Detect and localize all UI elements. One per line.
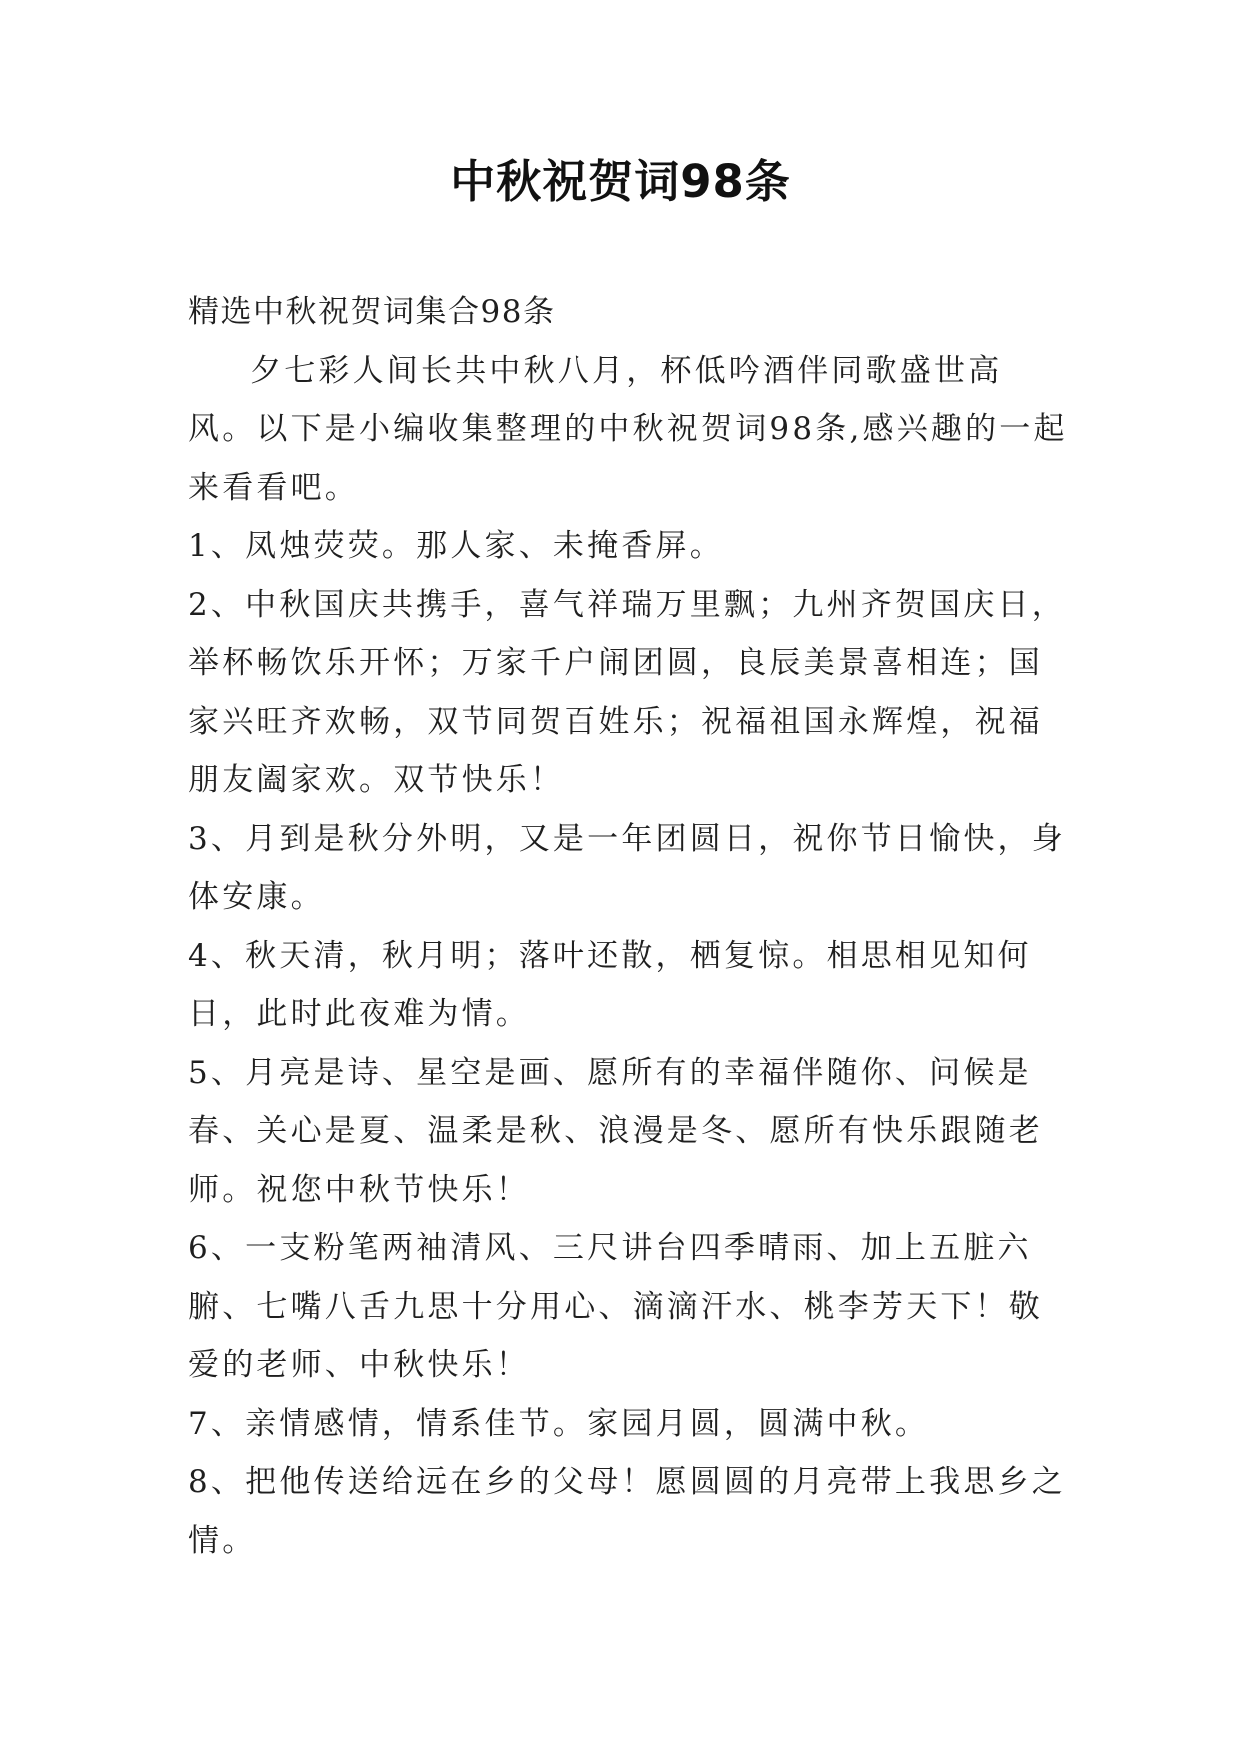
list-item: 8、把他传送给远在乡的父母！愿圆圆的月亮带上我思乡之情。 [188,1464,1066,1559]
list-item: 1、凤烛荧荧。那人家、未掩香屏。 [188,528,724,564]
intro-paragraph: 夕七彩人间长共中秋八月，杯低吟酒伴同歌盛世高风。以下是小编收集整理的中秋祝贺词98条,感兴趣的一起来看看吧。 [188,352,1068,506]
list-item: 6、一支粉笔两袖清风、三尺讲台四季晴雨、加上五脏六腑、七嘴八舌九思十分用心、滴滴汗水、桃李芳天下！敬爱的老师、中秋快乐！ [188,1230,1043,1383]
list-item: 7、亲情感情，情系佳节。家园月圆，圆满中秋。 [188,1405,930,1442]
list-item: 2、中秋国庆共携手，喜气祥瑞万里飘；九州齐贺国庆日，举杯畅饮乐开怀；万家千户闹团圆，良辰美景喜相连；国家兴旺齐欢畅，双节同贺百姓乐；祝福祖国永辉煌，祝福朋友阖家欢。双节快乐！ [188,586,1066,798]
list-item: 3、月到是秋分外明，又是一年团圆日，祝你节日愉快，身体安康。 [188,820,1066,915]
document-body [188,283,1068,1570]
list-item: 5、月亮是诗、星空是画、愿所有的幸福伴随你、问候是春、关心是夏、温柔是秋、浪漫是冬、愿所有快乐跟随老师。祝您中秋节快乐！ [188,1054,1043,1208]
list-item: 4、秋天清，秋月明；落叶还散，栖复惊。相思相见知何日，此时此夜难为情。 [188,937,1032,1032]
document-title: 中秋祝贺词98条 [450,155,791,208]
intro-line: 精选中秋祝贺词集合98条 [188,294,556,330]
